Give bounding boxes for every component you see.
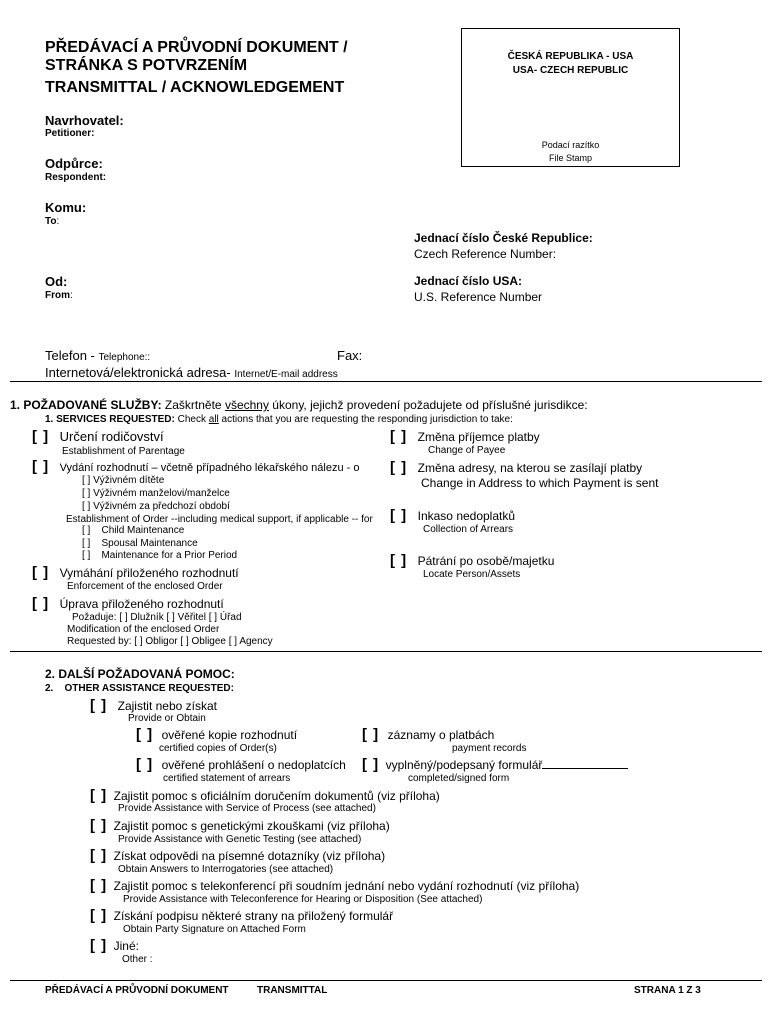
teleconference-label: Zajistit pomoc s telekonferencí při soudním jednání nebo vydání rozhodnutí (viz příloha) [113,879,580,893]
address-checkbox[interactable]: [ ] [390,459,408,476]
modification-requested-cz[interactable]: Požaduje: [ ] Dlužník [ ] Věřitel [ ] Úřad [72,612,242,623]
payment-records-label-en: payment records [452,743,527,754]
cz-reference-label: Jednací číslo České Republice: [414,231,593,245]
payment-records-checkbox[interactable]: [ ] [362,726,380,743]
order-spousal-cz[interactable]: [ ] Výživném manželovi/manželce [82,488,230,499]
order-label-en: Establishment of Order --including medical support, if applicable -- for [66,514,373,525]
party-signature-label: Získání podpisu některé strany na přiložený formulář [113,909,394,923]
petitioner-label-cz: Navrhovatel: [45,113,124,128]
parentage-label-en: Establishment of Parentage [62,446,185,457]
payee-option[interactable] [390,428,540,446]
parentage-checkbox[interactable]: [ ] [32,428,50,445]
modification-option[interactable] [32,595,224,613]
payment-records-label: záznamy o platbách [387,728,495,742]
from-label-cz: Od: [45,274,68,289]
interrogatories-label-en: Obtain Answers to Interrogatories (see attached) [118,864,334,875]
genetic-testing-label-en: Provide Assistance with Genetic Testing (see attached) [118,834,362,845]
parentage-option[interactable] [32,428,164,446]
other-checkbox[interactable]: [ ] [90,937,108,954]
other-label-en: Other : [122,954,153,965]
modification-label: Úprava přiloženého rozhodnutí [59,597,224,611]
locate-label: Pátrání po osobě/majetku [417,554,555,568]
arrears-statement-label-en: certified statement of arrears [163,773,291,784]
to-label-cz: Komu: [45,200,87,215]
obtain-label-en: Provide or Obtain [128,713,206,724]
respondent-label-cz: Odpůrce: [45,156,103,171]
service-process-label-en: Provide Assistance with Service of Process (see attached) [118,803,376,814]
teleconference-option[interactable] [90,877,579,895]
arrears-statement-checkbox[interactable]: [ ] [136,756,154,773]
certified-copies-label: ověřené kopie rozhodnutí [161,728,298,742]
arrears-checkbox[interactable]: [ ] [390,507,408,524]
cz-reference-en: Czech Reference Number: [414,247,557,261]
order-option[interactable] [32,458,359,476]
arrears-option[interactable] [390,507,515,525]
petitioner-label-en: Petitioner: [45,128,95,139]
address-label: Změna adresy, na kterou se zasílají platby [417,461,643,475]
arrears-label: Inkaso nedoplatků [417,509,516,523]
services-heading-en: 1. SERVICES REQUESTED: Check all actions that you are requesting the responding jurisdiction to take: [45,414,513,425]
us-reference-en: U.S. Reference Number [414,290,543,304]
payee-label: Změna příjemce platby [417,430,540,444]
services-heading-cz: 1. POŽADOVANÉ SLUŽBY: Zaškrtněte všechny úkony, jejichž provedení požadujete od příslušné jurisdikce: [10,398,588,412]
order-child-en: [ ] Child Maintenance [82,525,185,536]
parentage-label: Určení rodičovství [59,429,164,444]
fax-label: Fax: [337,348,363,363]
genetic-testing-option[interactable] [90,817,390,835]
teleconference-label-en: Provide Assistance with Teleconference for Hearing or Disposition (See attached) [123,894,483,905]
signed-form-blank-line[interactable] [542,757,628,769]
enforcement-label-en: Enforcement of the enclosed Order [67,581,223,592]
footer-divider [10,980,762,981]
interrogatories-checkbox[interactable]: [ ] [90,847,108,864]
email-label: Internetová/elektronická adresa- Internet/E-mail address [45,365,338,380]
order-prior-cz[interactable]: [ ] Výživném za předchozí období [82,501,230,512]
service-process-label: Zajistit pomoc s oficiálním doručením dokumentů (viz příloha) [113,789,440,803]
other-option[interactable] [90,937,139,955]
divider-1 [10,381,762,382]
party-signature-label-en: Obtain Party Signature on Attached Form [123,924,306,935]
certified-copies-checkbox[interactable]: [ ] [136,726,154,743]
enforcement-checkbox[interactable]: [ ] [32,564,50,581]
title-cz-line2: STRÁNKA S POTVRZENÍM [45,57,248,74]
interrogatories-label: Získat odpovědi na písemné dotazníky (viz příloha) [113,849,386,863]
signed-form-label: vyplněný/podepsaný formulář [385,758,543,772]
arrears-statement-option[interactable] [136,756,346,774]
locate-checkbox[interactable]: [ ] [390,552,408,569]
order-checkbox[interactable]: [ ] [32,458,50,475]
us-reference-label: Jednací číslo USA: [414,274,523,288]
assistance-heading-cz: 2. DALŠÍ POŽADOVANÁ POMOC: [45,667,235,681]
signed-form-label-en: completed/signed form [408,773,510,784]
enforcement-option[interactable] [32,564,239,582]
order-child-cz[interactable]: [ ] Výživném dítěte [82,475,165,486]
address-label-en: Change in Address to which Payment is sent [421,476,659,490]
footer-doc-cz: PŘEDÁVACÍ A PRŮVODNÍ DOKUMENT [45,985,229,996]
modification-checkbox[interactable]: [ ] [32,595,50,612]
payment-records-option[interactable] [362,726,494,744]
party-signature-checkbox[interactable]: [ ] [90,907,108,924]
obtain-checkbox[interactable]: [ ] [90,697,108,714]
divider-2 [10,651,762,652]
telephone-label: Telefon - Telephone:: [45,348,151,363]
locate-option[interactable] [390,552,554,570]
other-label: Jiné: [113,939,139,953]
arrears-statement-label: ověřené prohlášení o nedoplatcích [161,758,346,772]
service-process-checkbox[interactable]: [ ] [90,787,108,804]
genetic-testing-label: Zajistit pomoc s genetickými zkouškami (viz příloha) [113,819,390,833]
certified-copies-label-en: certified copies of Order(s) [159,743,277,754]
address-option[interactable] [390,459,642,477]
stamp-country-cz: ČESKÁ REPUBLIKA - USA [507,51,634,62]
from-label-en: From: [45,290,73,301]
payee-label-en: Change of Payee [428,445,506,456]
title-cz-line1: PŘEDÁVACÍ A PRŮVODNÍ DOKUMENT / [45,39,348,56]
signed-form-checkbox[interactable]: [ ] [362,756,380,773]
assistance-heading-en: 2. OTHER ASSISTANCE REQUESTED: [45,683,234,694]
obtain-label: Zajistit nebo získat [117,699,217,713]
modification-requested-en[interactable]: Requested by: [ ] Obligor [ ] Obligee [ ] Agency [67,636,273,647]
stamp-label-en: File Stamp [548,153,592,163]
stamp-country-en: USA- CZECH REPUBLIC [512,65,629,76]
title-en: TRANSMITTAL / ACKNOWLEDGEMENT [45,79,345,96]
to-label-en: To: [45,216,60,227]
modification-label-en: Modification of the enclosed Order [67,624,220,635]
locate-label-en: Locate Person/Assets [423,569,521,580]
respondent-label-en: Respondent: [45,172,107,183]
interrogatories-option[interactable] [90,847,385,865]
order-prior-en: [ ] Maintenance for a Prior Period [82,550,238,561]
signed-form-option[interactable] [362,756,628,774]
certified-copies-option[interactable] [136,726,297,744]
teleconference-checkbox[interactable]: [ ] [90,877,108,894]
enforcement-label: Vymáhání přiloženého rozhodnutí [59,566,239,580]
order-spousal-en: [ ] Spousal Maintenance [82,538,198,549]
file-stamp-box [461,28,680,167]
genetic-testing-checkbox[interactable]: [ ] [90,817,108,834]
footer-doc-en: TRANSMITTAL [257,985,328,996]
party-signature-option[interactable] [90,907,393,925]
order-label: Vydání rozhodnutí – včetně případného lékařského nálezu - o [59,462,360,474]
payee-checkbox[interactable]: [ ] [390,428,408,445]
page-number: STRANA 1 Z 3 [634,985,701,996]
stamp-label-cz: Podací razítko [541,140,600,150]
arrears-label-en: Collection of Arrears [423,524,514,535]
